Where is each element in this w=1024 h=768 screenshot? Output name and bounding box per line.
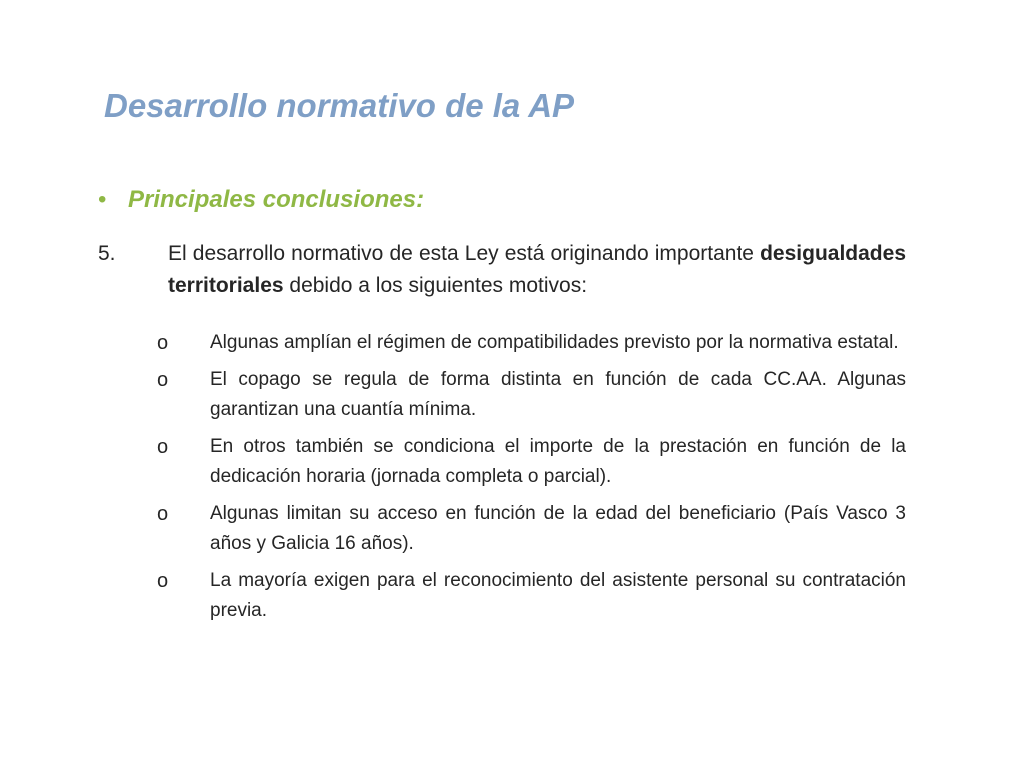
bullet-heading: Principales conclusiones: xyxy=(128,186,425,213)
sub-bullet-text: Algunas limitan su acceso en función de la edad del beneficiario (País Vasco 3 años y Galicia 16 años). xyxy=(210,503,906,554)
sub-bullet xyxy=(155,365,906,425)
sub-bullet xyxy=(155,328,906,358)
numbered-item-text xyxy=(168,238,906,302)
sub-bullet xyxy=(155,499,906,559)
sub-bullet-text: Algunas amplían el régimen de compatibilidades previsto por la normativa estatal. xyxy=(210,332,899,353)
item-text-before: El desarrollo normativo de esta Ley está originando importante xyxy=(168,242,761,265)
bullet-marker: • xyxy=(98,186,107,213)
sub-bullet xyxy=(155,566,906,626)
item-number: 5. xyxy=(98,242,116,265)
main-bullet xyxy=(98,182,898,218)
sub-bullet-marker: o xyxy=(157,369,169,391)
sub-bullet-marker: o xyxy=(157,503,169,525)
numbered-item xyxy=(98,238,906,302)
sub-bullet-marker: o xyxy=(157,570,169,592)
sub-bullet-text: La mayoría exigen para el reconocimiento del asistente personal su contratación previa. xyxy=(210,570,906,621)
sub-bullet-text: En otros también se condiciona el importe de la prestación en función de la dedicación horaria (jornada completa o parcial). xyxy=(210,436,906,487)
sub-bullet-text: El copago se regula de forma distinta en función de cada CC.AA. Algunas garantizan una cuantía mínima. xyxy=(210,369,906,420)
sub-bullet xyxy=(155,432,906,492)
item-text-bold: desigualdades territoriales xyxy=(168,242,906,297)
sub-bullet-marker: o xyxy=(157,332,169,354)
slide-title: Desarrollo normativo de la AP xyxy=(104,87,575,124)
sub-bullet-marker: o xyxy=(157,436,169,458)
item-text-after: debido a los siguientes motivos: xyxy=(283,274,588,297)
sub-bullet-list xyxy=(155,328,906,633)
